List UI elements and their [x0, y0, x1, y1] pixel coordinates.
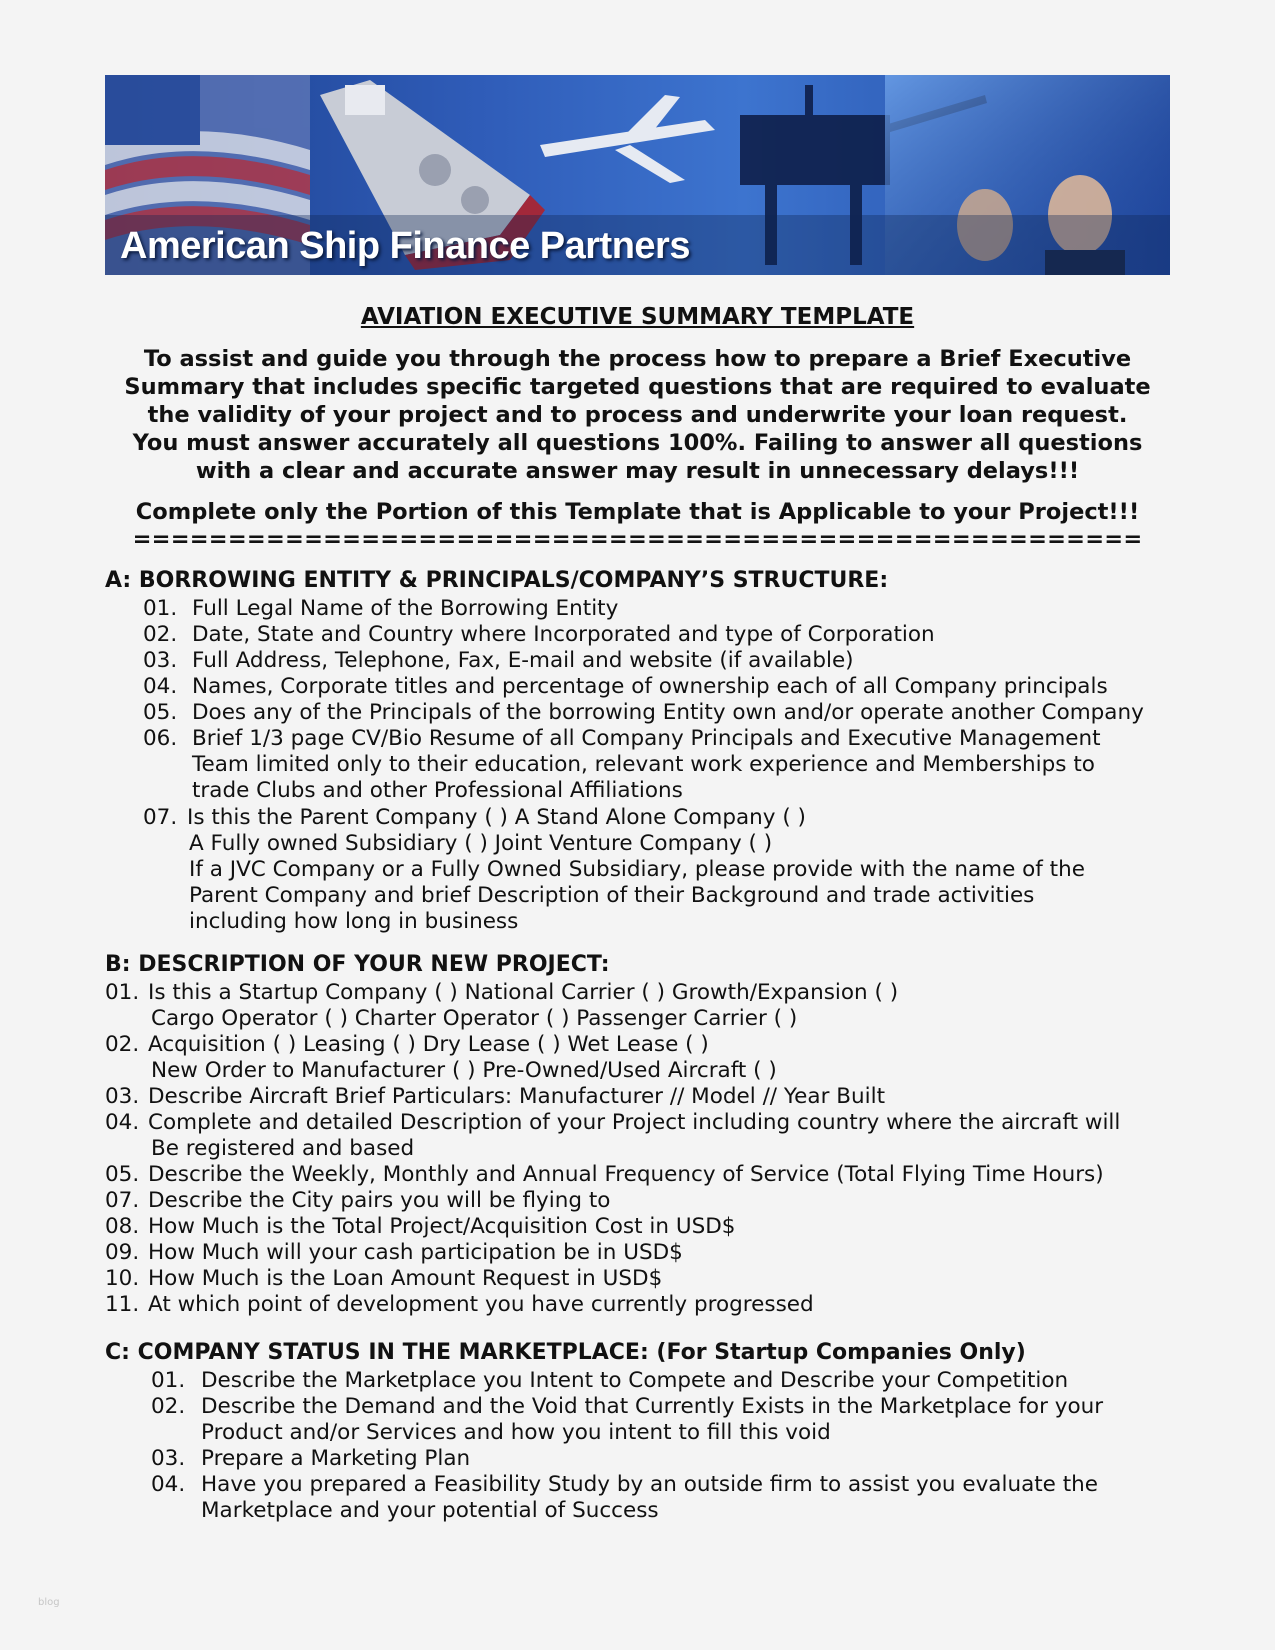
intro-line: You must answer accurately all questions 100%. Failing to answer all questions: [132, 430, 1143, 456]
list-item-number: 04.: [105, 1110, 140, 1135]
list-item: New Order to Manufacturer ( ) Pre-Owned/Used Aircraft ( ): [151, 1058, 777, 1083]
section-b-heading: B: DESCRIPTION OF YOUR NEW PROJECT:: [105, 952, 610, 977]
intro-line: To assist and guide you through the process how to prepare a Brief Executive: [143, 346, 1132, 372]
list-item-number: 02.: [105, 1032, 140, 1057]
list-item-number: 08.: [105, 1214, 140, 1239]
list-item: Is this the Parent Company ( ) A Stand Alone Company ( ): [187, 805, 806, 830]
list-item: Be registered and based: [151, 1136, 415, 1161]
list-item: How Much will your cash participation be in USD$: [148, 1240, 683, 1265]
list-item: Prepare a Marketing Plan: [201, 1446, 471, 1471]
list-item-number: 01.: [105, 980, 140, 1005]
list-item: Full Legal Name of the Borrowing Entity: [192, 596, 619, 621]
separator-line: =====================================================: [132, 526, 1143, 552]
list-item-number: 04.: [143, 674, 178, 699]
intro-line: with a clear and accurate answer may result in unnecessary delays!!!: [195, 458, 1080, 484]
list-item-number: 02.: [143, 622, 178, 647]
list-item-number: 07.: [143, 805, 178, 830]
list-item-number: 07.: [105, 1188, 140, 1213]
list-item: Team limited only to their education, relevant work experience and Memberships to: [192, 752, 1095, 777]
banner-company-name: American Ship Finance Partners: [120, 225, 690, 267]
list-item: Acquisition ( ) Leasing ( ) Dry Lease ( ) Wet Lease ( ): [148, 1032, 709, 1057]
list-item: Have you prepared a Feasibility Study by an outside firm to assist you evaluate the: [201, 1472, 1099, 1497]
list-item-number: 03.: [143, 648, 178, 673]
list-item-number: 03.: [105, 1084, 140, 1109]
list-item: Describe the Marketplace you Intent to Compete and Describe your Competition: [201, 1368, 1069, 1393]
list-item: A Fully owned Subsidiary ( ) Joint Venture Company ( ): [189, 831, 773, 856]
list-item: Parent Company and brief Description of their Background and trade activities: [189, 883, 1035, 908]
list-item: Describe the Weekly, Monthly and Annual Frequency of Service (Total Flying Time Hours): [148, 1162, 1104, 1187]
list-item: How Much is the Loan Amount Request in USD$: [148, 1266, 663, 1291]
watermark-text: blog: [38, 1597, 60, 1608]
list-item: Describe the Demand and the Void that Currently Exists in the Marketplace for your: [201, 1394, 1104, 1419]
list-item-number: 03.: [151, 1446, 186, 1471]
list-item: Complete and detailed Description of your Project including country where the aircraft will: [148, 1110, 1121, 1135]
list-item: Describe Aircraft Brief Particulars: Manufacturer // Model // Year Built: [148, 1084, 885, 1109]
list-item-number: 04.: [151, 1472, 186, 1497]
airplane-graphic: [540, 95, 715, 183]
list-item-number: 05.: [105, 1162, 140, 1187]
list-item-number: 10.: [105, 1266, 140, 1291]
list-item: Marketplace and your potential of Success: [201, 1498, 659, 1523]
list-item: Product and/or Services and how you intent to fill this void: [201, 1420, 831, 1445]
section-a-heading: A: BORROWING ENTITY & PRINCIPALS/COMPANY’S STRUCTURE:: [105, 568, 889, 593]
intro-line: the validity of your project and to process and underwrite your loan request.: [147, 402, 1128, 428]
intro-line: Summary that includes specific targeted questions that are required to evaluate: [124, 374, 1151, 400]
list-item-number: 09.: [105, 1240, 140, 1265]
list-item: How Much is the Total Project/Acquisition Cost in USD$: [148, 1214, 736, 1239]
list-item: At which point of development you have currently progressed: [148, 1292, 814, 1317]
list-item-number: 01.: [143, 596, 178, 621]
list-item: including how long in business: [189, 909, 519, 934]
document-title: AVIATION EXECUTIVE SUMMARY TEMPLATE: [360, 304, 915, 330]
list-item-number: 05.: [143, 700, 178, 725]
list-item: Brief 1/3 page CV/Bio Resume of all Company Principals and Executive Management: [192, 726, 1101, 751]
list-item-number: 02.: [151, 1394, 186, 1419]
list-item: Is this a Startup Company ( ) National Carrier ( ) Growth/Expansion ( ): [148, 980, 899, 1005]
list-item: Full Address, Telephone, Fax, E-mail and website (if available): [192, 648, 854, 673]
list-item-number: 01.: [151, 1368, 186, 1393]
list-item: Cargo Operator ( ) Charter Operator ( ) Passenger Carrier ( ): [151, 1006, 798, 1031]
list-item: Date, State and Country where Incorporated and type of Corporation: [192, 622, 935, 647]
header-banner: [105, 75, 1170, 275]
list-item: Describe the City pairs you will be flying to: [148, 1188, 611, 1213]
list-item: If a JVC Company or a Fully Owned Subsidiary, please provide with the name of the: [189, 857, 1085, 882]
instruction-text: Complete only the Portion of this Template that is Applicable to your Project!!!: [135, 499, 1140, 525]
list-item: Names, Corporate titles and percentage of ownership each of all Company principals: [192, 674, 1108, 699]
section-c-heading: C: COMPANY STATUS IN THE MARKETPLACE: (For Startup Companies Only): [105, 1340, 1026, 1365]
list-item: trade Clubs and other Professional Affiliations: [192, 778, 683, 803]
list-item-number: 06.: [143, 726, 178, 751]
list-item: Does any of the Principals of the borrowing Entity own and/or operate another Company: [192, 700, 1144, 725]
list-item-number: 11.: [105, 1292, 140, 1317]
